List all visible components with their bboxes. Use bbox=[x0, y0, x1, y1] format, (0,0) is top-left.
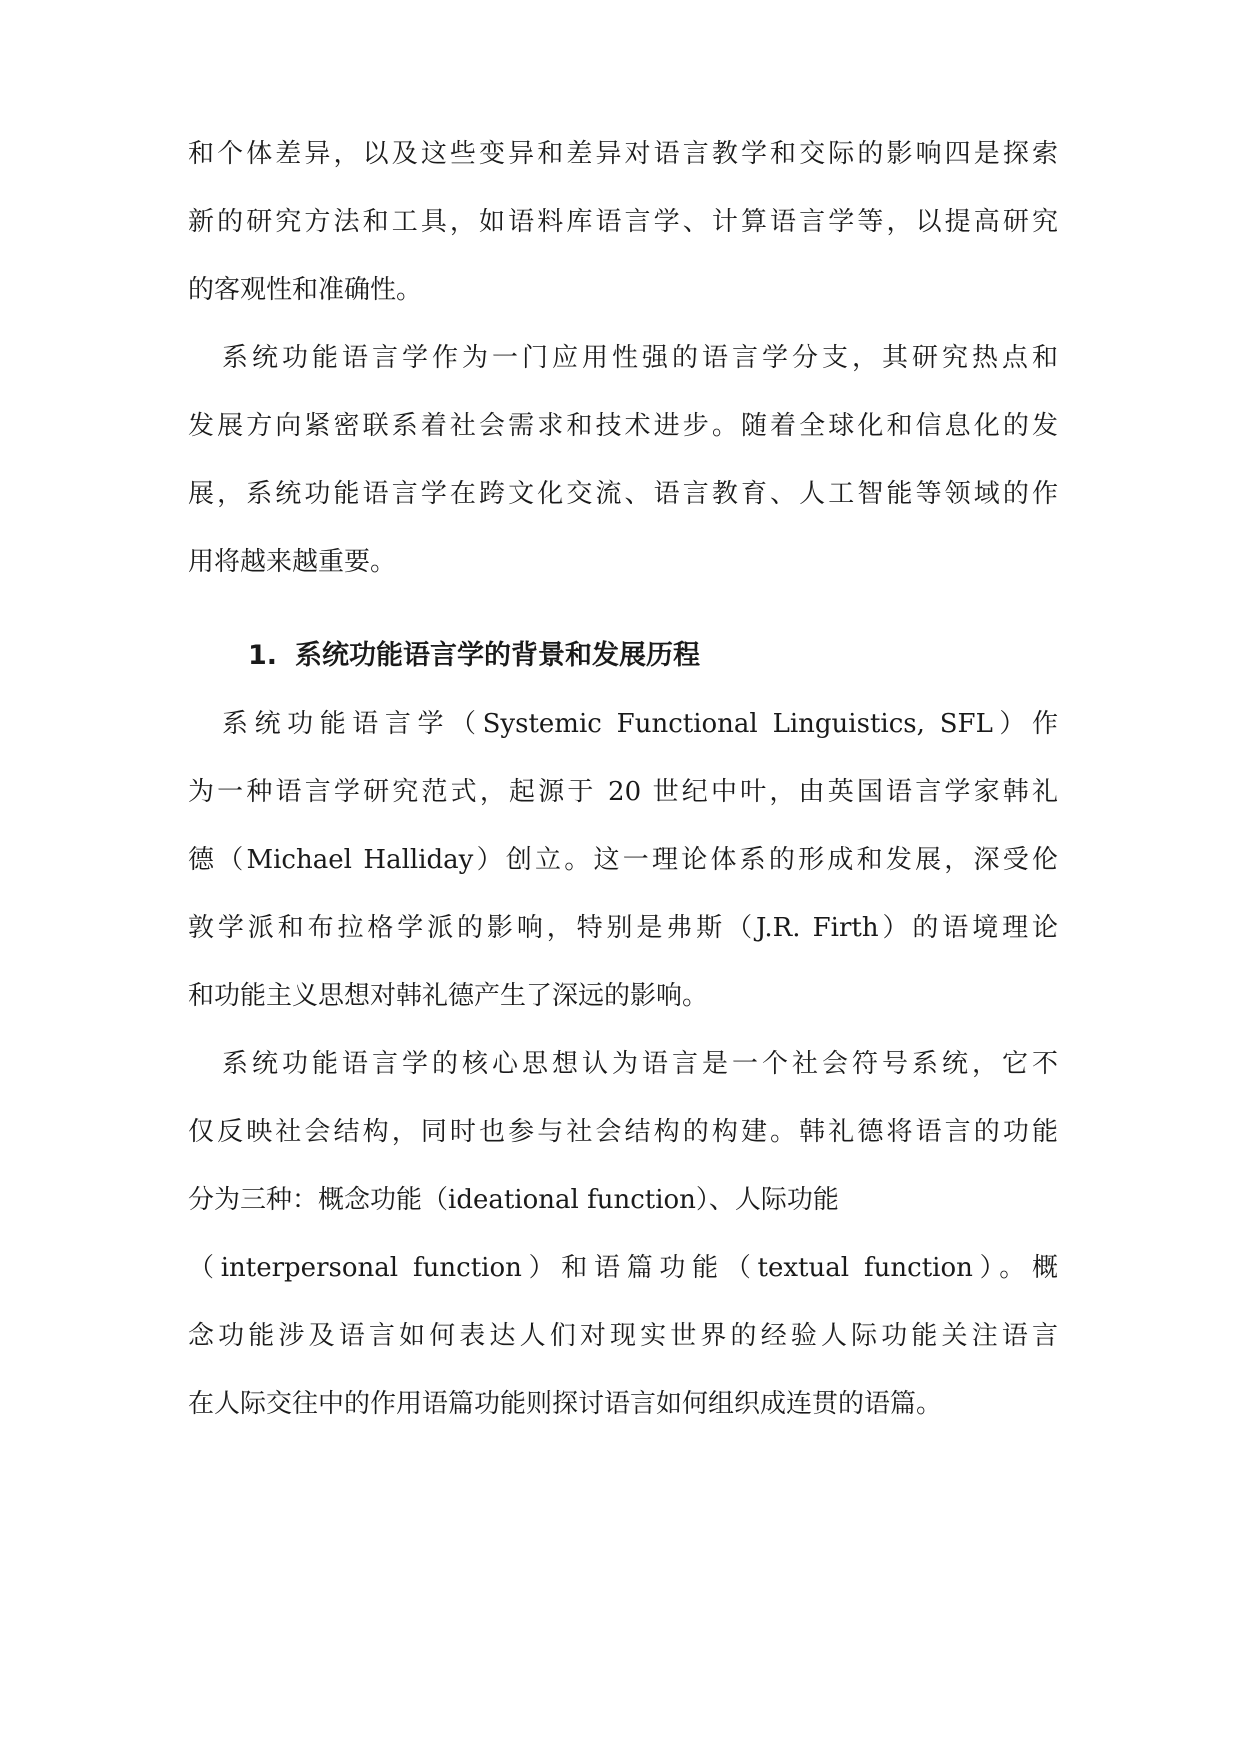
paragraph-4-line-4: （interpersonal function）和语篇功能（textual function）。概 bbox=[188, 1253, 1058, 1283]
paragraph-1-line-3: 的客观性和准确性。 bbox=[188, 275, 423, 305]
paragraph-4-line-6: 在人际交往中的作用语篇功能则探讨语言如何组织成连贯的语篇。 bbox=[188, 1389, 943, 1419]
section-title: 系统功能语言学的背景和发展历程 bbox=[295, 640, 701, 671]
paragraph-3-line-5: 和功能主义思想对韩礼德产生了深远的影响。 bbox=[188, 981, 709, 1011]
paragraph-3-line-2: 为一种语言学研究范式，起源于 20 世纪中叶，由英国语言学家韩礼 bbox=[188, 777, 1058, 807]
paragraph-2-line-1: 系统功能语言学作为一门应用性强的语言学分支，其研究热点和 bbox=[222, 343, 1058, 373]
paragraph-3-line-4: 敦学派和布拉格学派的影响，特别是弗斯（J.R. Firth）的语境理论 bbox=[188, 913, 1058, 943]
paragraph-1-line-2: 新的研究方法和工具，如语料库语言学、计算语言学等，以提高研究 bbox=[188, 207, 1058, 237]
paragraph-4-line-2: 仅反映社会结构，同时也参与社会结构的构建。韩礼德将语言的功能 bbox=[188, 1117, 1058, 1147]
paragraph-2-line-3: 展，系统功能语言学在跨文化交流、语言教育、人工智能等领域的作 bbox=[188, 479, 1058, 509]
paragraph-3-line-1: 系统功能语言学（Systemic Functional Linguistics, SFL）作 bbox=[222, 709, 1058, 739]
paragraph-2-line-2: 发展方向紧密联系着社会需求和技术进步。随着全球化和信息化的发 bbox=[188, 411, 1058, 441]
paragraph-1-line-1: 和个体差异，以及这些变异和差异对语言教学和交际的影响四是探索 bbox=[188, 139, 1058, 169]
paragraph-4-line-1: 系统功能语言学的核心思想认为语言是一个社会符号系统，它不 bbox=[222, 1049, 1058, 1079]
paragraph-4-line-3: 分为三种：概念功能（ideational function）、人际功能 bbox=[188, 1185, 839, 1215]
paragraph-4-line-5: 念功能涉及语言如何表达人们对现实世界的经验人际功能关注语言 bbox=[188, 1321, 1058, 1351]
paragraph-3-line-3: 德（Michael Halliday）创立。这一理论体系的形成和发展，深受伦 bbox=[188, 845, 1058, 875]
section-heading bbox=[248, 636, 700, 676]
paragraph-2-line-4: 用将越来越重要。 bbox=[188, 547, 397, 577]
section-number: 1. bbox=[248, 640, 278, 671]
